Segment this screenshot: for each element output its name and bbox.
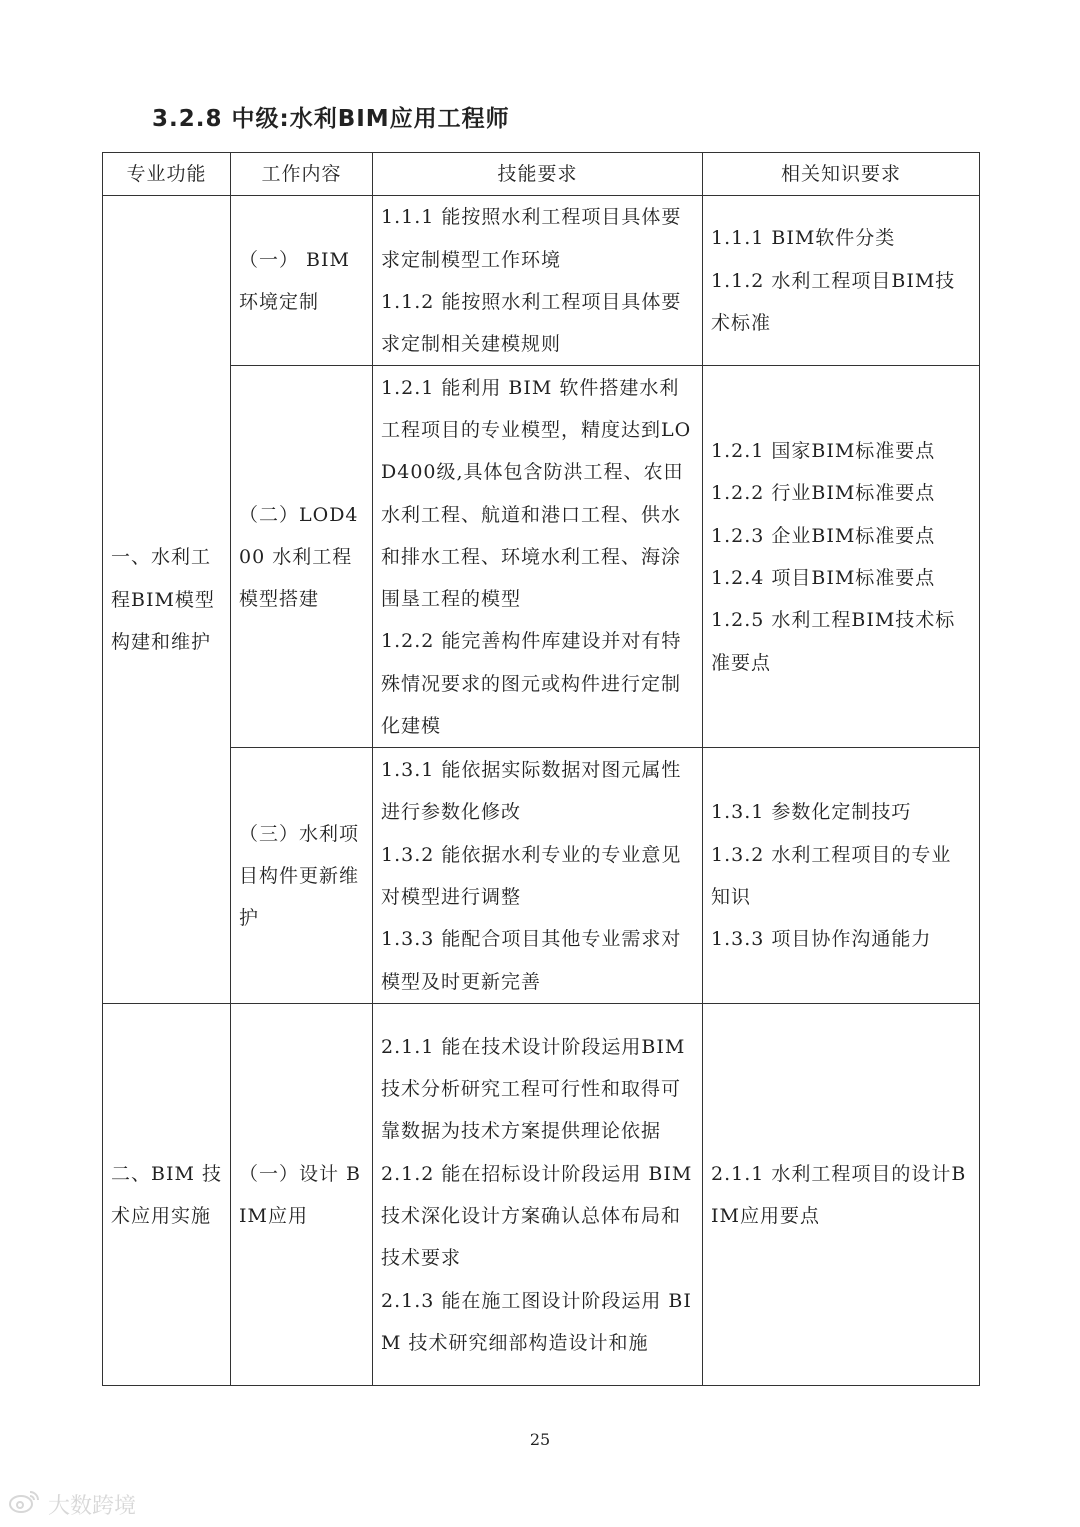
table-header-row [103,153,980,196]
knowledge-item: 1.1.2 水利工程项目BIM技术标准 [711,269,956,335]
work-content-cell: （二）LOD400 水利工程模型搭建 [231,366,373,748]
knowledge-item: 1.2.3 企业BIM标准要点 [711,524,936,547]
table-row [103,748,980,1004]
skill-cell [373,748,703,1004]
skill-item: 2.1.2 能在招标设计阶段运用 BIM 技术深化设计方案确认总体布局和技术要求 [381,1162,693,1270]
knowledge-item: 1.2.4 项目BIM标准要点 [711,566,936,589]
knowledge-item: 1.3.2 水利工程项目的专业知识 [711,843,952,908]
work-content-cell: （三）水利项目构件更新维护 [231,748,373,1004]
knowledge-item: 1.3.1 参数化定制技巧 [711,801,912,824]
section-title: 3.2.8 中级:水利BIM应用工程师 [152,106,510,132]
skill-item: 1.3.2 能依据水利专业的专业意见对模型进行调整 [381,843,682,908]
knowledge-cell [703,366,980,748]
table-row [103,366,980,748]
skill-cell [373,1004,703,1386]
skill-item: 1.2.1 能利用 BIM 软件搭建水利工程项目的专业模型，精度达到LOD400级,具体包含防洪工程、农田水利工程、航道和港口工程、供水和排水工程、环境水利工程、海涂围垦工程的模型 [381,376,692,611]
page-number: 25 [529,1430,551,1449]
skill-item: 1.2.2 能完善构件库建设并对有特殊情况要求的图元或构件进行定制化建模 [381,630,682,738]
skill-item: 1.3.3 能配合项目其他专业需求对模型及时更新完善 [381,928,682,993]
work-content-cell: （一） BIM 环境定制 [231,196,373,366]
work-content-cell: （一）设计 BIM应用 [231,1004,373,1386]
knowledge-item: 1.2.1 国家BIM标准要点 [711,440,936,463]
weibo-logo-icon [8,1488,42,1520]
knowledge-cell [703,196,980,366]
knowledge-item: 1.2.2 行业BIM标准要点 [711,482,936,505]
skill-cell [373,196,703,366]
skill-item: 1.1.1 能按照水利工程项目具体要求定制模型工作环境 [381,206,682,271]
function-cell: 一、水利工程BIM模型构建和维护 [103,196,231,1004]
skill-item: 1.1.2 能按照水利工程项目具体要求定制相关建模规则 [381,290,682,356]
knowledge-cell [703,748,980,1004]
watermark-text: 大数跨境 [48,1493,137,1519]
skill-item: 2.1.1 能在技术设计阶段运用BIM技术分析研究工程可行性和取得可靠数据为技术方案提供理论依据 [381,1035,686,1143]
knowledge-item: 1.3.3 项目协作沟通能力 [711,928,932,951]
table-row [103,1004,980,1386]
header-skill-requirements: 技能要求 [373,153,703,196]
header-function: 专业功能 [103,153,231,196]
knowledge-item: 2.1.1 水利工程项目的设计BIM应用要点 [711,1162,967,1227]
skill-cell [373,366,703,748]
requirements-table [102,152,980,1386]
table-row [103,196,980,366]
skill-item: 2.1.3 能在施工图设计阶段运用 BIM 技术研究细部构造设计和施 [381,1289,692,1354]
header-work-content: 工作内容 [231,153,373,196]
watermark [8,1488,136,1520]
header-knowledge-requirements: 相关知识要求 [703,153,980,196]
function-cell: 二、BIM 技术应用实施 [103,1004,231,1386]
skill-item: 1.3.1 能依据实际数据对图元属性进行参数化修改 [381,759,682,824]
knowledge-cell [703,1004,980,1386]
knowledge-item: 1.1.1 BIM软件分类 [711,227,896,250]
knowledge-item: 1.2.5 水利工程BIM技术标准要点 [711,609,956,674]
